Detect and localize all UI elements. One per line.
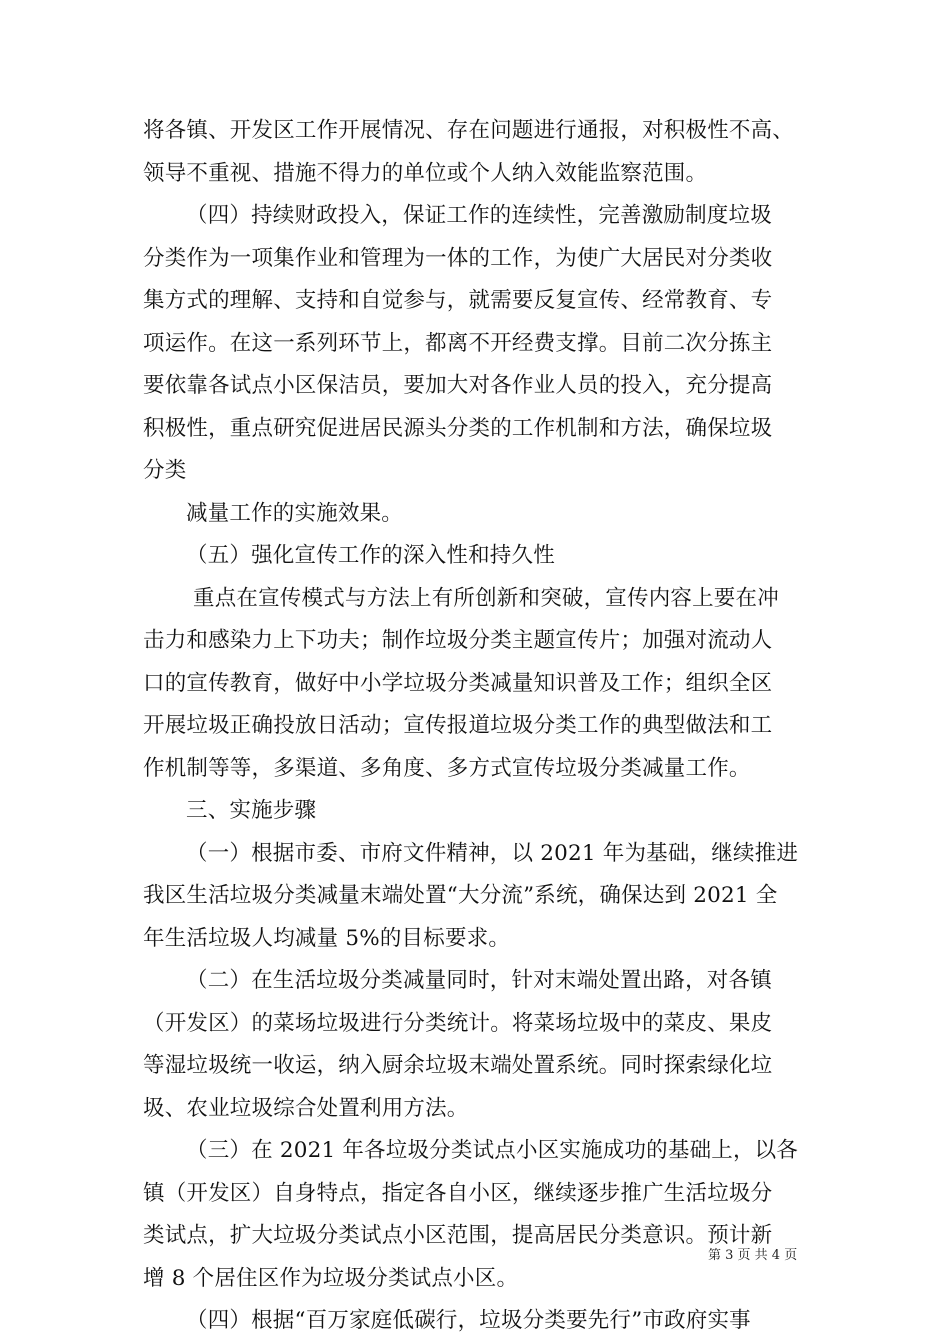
text-line: 分类作为一项集作业和管理为一体的工作，为使广大居民对分类收: [143, 246, 773, 271]
text-line: （三）在 2021 年各垃圾分类试点小区实施成功的基础上，以各: [186, 1138, 799, 1163]
text-line: 要依靠各试点小区保洁员，要加大对各作业人员的投入，充分提高: [143, 373, 773, 398]
text-line: 年生活垃圾人均减量 5%的目标要求。: [143, 926, 511, 951]
text-line: （二）在生活垃圾分类减量同时，针对末端处置出路，对各镇: [186, 968, 772, 993]
text-line: 我区生活垃圾分类减量末端处置“大分流”系统，确保达到 2021 全: [143, 883, 778, 908]
page-number-footer: 第 3 页 共 4 页: [708, 1248, 798, 1263]
section-heading: （五）强化宣传工作的深入性和持久性: [186, 543, 555, 568]
text-line: 作机制等等，多渠道、多角度、多方式宣传垃圾分类减量工作。: [143, 756, 751, 781]
text-line: 重点在宣传模式与方法上有所创新和突破，宣传内容上要在冲: [193, 586, 779, 611]
text-line: 口的宣传教育，做好中小学垃圾分类减量知识普及工作；组织全区: [143, 671, 773, 696]
text-line: 分类: [143, 458, 187, 483]
text-line: 击力和感染力上下功夫；制作垃圾分类主题宣传片；加强对流动人: [143, 628, 773, 653]
text-line: 集方式的理解、支持和自觉参与，就需要反复宣传、经常教育、专: [143, 288, 773, 313]
text-line: 类试点，扩大垃圾分类试点小区范围，提高居民分类意识。预计新: [143, 1223, 773, 1248]
text-line: 镇（开发区）自身特点，指定各自小区，继续逐步推广生活垃圾分: [143, 1181, 773, 1206]
text-line: 等湿垃圾统一收运，纳入厨余垃圾末端处置系统。同时探索绿化垃: [143, 1053, 773, 1078]
text-line: 将各镇、开发区工作开展情况、存在问题进行通报，对积极性不高、: [143, 118, 795, 143]
text-line: 增 8 个居住区作为垃圾分类试点小区。: [143, 1266, 519, 1291]
text-line: 圾、农业垃圾综合处置利用方法。: [143, 1096, 469, 1121]
text-line: 开展垃圾正确投放日活动；宣传报道垃圾分类工作的典型做法和工: [143, 713, 773, 738]
text-line: 领导不重视、措施不得力的单位或个人纳入效能监察范围。: [143, 161, 708, 186]
text-line: （一）根据市委、市府文件精神，以 2021 年为基础，继续推进: [186, 841, 799, 866]
section-heading: 三、实施步骤: [186, 798, 317, 823]
text-line: 积极性，重点研究促进居民源头分类的工作机制和方法，确保垃圾: [143, 416, 773, 441]
text-line: （四）根据“百万家庭低碳行，垃圾分类要先行”市政府实事: [186, 1308, 751, 1333]
text-line: （四）持续财政投入，保证工作的连续性，完善激励制度垃圾: [186, 203, 772, 228]
text-line: 减量工作的实施效果。: [186, 501, 404, 526]
text-line: （开发区）的菜场垃圾进行分类统计。将菜场垃圾中的菜皮、果皮: [143, 1011, 773, 1036]
text-line: 项运作。在这一系列环节上，都离不开经费支撑。目前二次分拣主: [143, 331, 773, 356]
